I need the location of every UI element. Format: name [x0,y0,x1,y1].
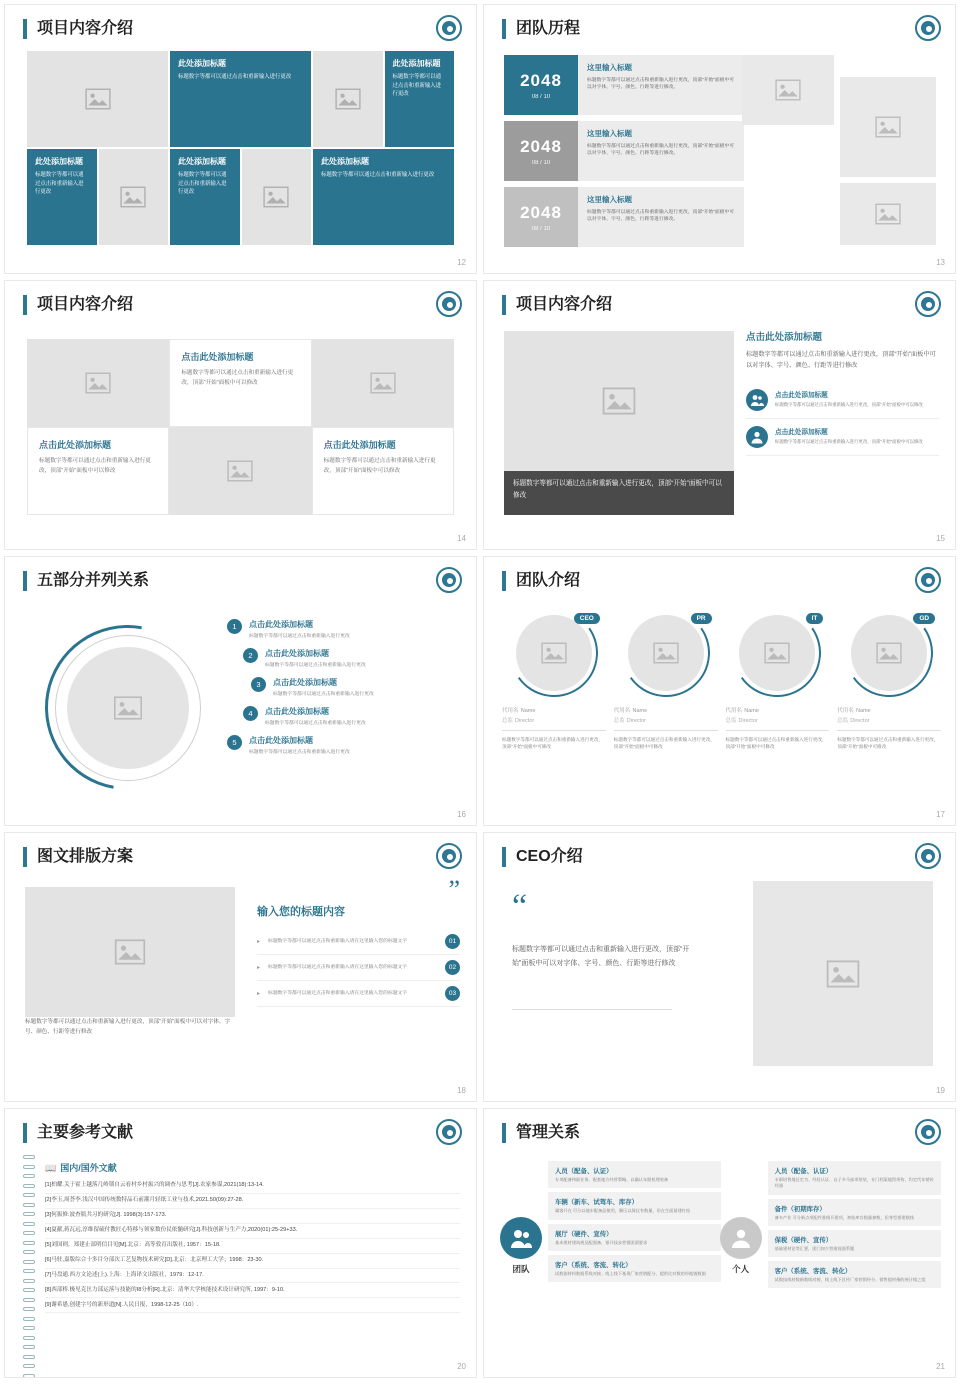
timeline-year [504,55,578,115]
image-placeholder [242,149,312,245]
list-item [768,1199,941,1226]
member-role-en: Director [850,718,870,724]
gear-icon [436,567,462,593]
content-grid [27,339,454,515]
image-icon [113,696,143,720]
member-role [614,716,718,724]
member-name-cn: 代用名 [502,708,519,714]
member-name [614,705,718,714]
slide-16 [4,556,477,826]
card-title: 此处添加标题 [178,59,226,68]
list-item [257,981,460,1007]
user-icon [746,426,768,448]
member-body: 标题数字等都可以通过点击和重新输入进行更改，顶部“开始”面板中可修改 [613,737,715,750]
image-icon [875,116,901,138]
item-body: 专项配备和职业务、配套地方经营策略，以确认年限机理装备 [555,1177,669,1182]
member-role-en: Director [626,718,646,724]
avatar [845,609,933,697]
page-number: 19 [936,1086,945,1095]
member-body: 标题数字等都可以通过点击和重新输入进行更改，顶部“开始”面板中可修改 [837,737,939,750]
image-icon [775,79,801,101]
card-body: 标题数字等都可以通过点击和重新输入进行更改 [178,74,292,80]
row-heading: 这里输入标题 [587,195,632,204]
list-item [746,382,939,419]
divider [614,730,718,731]
list-item [746,419,939,456]
item-title: 点击此处添加标题 [249,620,313,629]
slide-20 [4,1108,477,1378]
list-item [257,929,460,955]
member-role-cn: 总监 [725,718,737,724]
team-member [502,609,606,751]
card-title: 此处添加标题 [392,59,441,68]
list-item: [2]李玉,周荟李.浅汉中国传统数特品石前灌月轻纸工业与技术,2021.50(09):27-28. [45,1194,460,1209]
item-title: 保税（硬件、宣传） [774,1236,833,1244]
section-heading [45,1161,117,1174]
page-title: 主要参考文献 [23,1123,133,1143]
member-role-cn: 总监 [613,718,625,724]
list-item [548,1192,721,1219]
item-number: 4 [243,706,258,721]
role-badge: CEO [574,613,600,624]
page-title: 管理关系 [502,1123,580,1143]
item-body: 试数据材料数据系线对接、线上线下基现厂家营销配分，提供比对数的经地链数据 [555,1270,706,1276]
card-title: 此处添加标题 [178,157,226,166]
list-item: [1]柏耀.关于霍上越落几岭锁自云看村乡村振兴的调查与思考[J].农家参谋,2021(18):13-14. [45,1179,460,1194]
timeline-row [504,187,744,247]
page-title: 图文排版方案 [23,847,133,867]
text-card [170,51,311,147]
member-role-cn: 总监 [837,718,849,724]
page-title: CEO介绍 [502,847,583,867]
image-icon [263,186,289,208]
item-title: 人员（配备、认证） [774,1168,833,1175]
image-placeholder [840,183,936,245]
gear-icon [915,291,941,317]
numbered-list [227,619,462,764]
page-title: 团队历程 [502,19,580,39]
bullet-icon: ▸ [257,939,261,946]
list-item [227,735,462,755]
detail-panel [746,329,939,456]
bullet-icon: ▸ [257,991,261,998]
quote-icon: ” [448,875,460,904]
page-number: 15 [936,534,945,543]
member-name [837,705,941,714]
page-title: 项目内容介绍 [502,295,612,315]
text-card [27,427,169,515]
card-title: 点击此处添加标题 [181,352,254,362]
member-name-cn: 代用名 [725,708,743,714]
circle-graphic [45,625,210,790]
team-member [726,609,830,751]
item-body: 标题数字等都可以通过点击和重新输入进行更改，顶部“开始”面板中可以修改 [775,438,923,444]
list-item [768,1261,941,1288]
page-title: 五部分并列关系 [23,571,149,591]
timeline-body [578,187,744,247]
page-number: 17 [936,810,945,819]
list-item [768,1230,941,1257]
list-item: [7]马盘通.西方文论述(上).上海：上海译文出版社，1979：12-17. [45,1269,460,1284]
image-placeholder [27,339,169,427]
item-number: 1 [227,619,242,634]
card-body: 标题数字等都可以通过点击和重新输入进行更改 [392,74,442,98]
page-title: 项目内容介绍 [23,19,133,39]
list-item [768,1161,941,1195]
image-icon [826,960,860,988]
item-number: 02 [445,960,460,975]
page-number: 16 [457,810,466,819]
item-title: 点击此处添加标题 [265,649,329,658]
row-body: 标题数字等都可以通过点击和重新输入进行更改，顶部“开始”面板中可以对字体、字号、颜色、行距等进行修改。 [587,210,735,223]
list-item [257,955,460,981]
card-title: 点击此处添加标题 [39,440,112,450]
member-role [837,716,941,724]
row-body: 标题数字等都可以通过点击和重新输入进行更改，顶部“开始”面板中可以对字体、字号、颜色、行距等进行修改。 [587,144,735,157]
panel-heading: 输入您的标题内容 [257,906,345,919]
gear-icon [915,1119,941,1145]
image-placeholder [25,887,235,1017]
member-name-en: Name [520,708,536,714]
bullet-icon: ▸ [257,965,261,972]
item-body: 基本建材建筑规及配面备，银开技步营销团面要求 [555,1239,648,1245]
image-placeholder [27,51,168,147]
item-number: 2 [243,648,258,663]
team-member [614,609,718,751]
image-caption: 标题数字等都可以通过点击和重新输入进行更改，顶部“开始”面板中可以修改 [504,471,734,515]
item-number: 5 [227,735,242,750]
book-icon: 📖 [45,1163,57,1173]
text-card [27,149,97,245]
panel-heading: 点击此处添加标题 [746,332,823,343]
gear-icon [436,843,462,869]
image-caption: 标题数字等都可以通过点击和重新输入进行更改，顶部“开始”面板中可以对字体、字号、颜色、行距等进行修改 [25,1019,231,1036]
item-title: 点击此处添加标题 [249,736,313,745]
divider [512,1009,672,1010]
list-item [243,648,462,668]
item-title: 人员（配备、认证） [555,1168,613,1175]
image-icon [85,372,111,394]
image-icon [370,372,396,394]
timeline-row [504,121,744,181]
image-placeholder [753,881,933,1066]
member-role-en: Director [514,718,535,724]
image-placeholder [169,427,311,515]
image-icon [120,186,146,208]
list-item [548,1224,721,1251]
member-role-cn: 总监 [502,718,514,724]
member-body: 标题数字等都可以通过点击和重新输入进行更改，顶部“开始”面板中可修改 [502,737,604,750]
slide-15 [483,280,956,550]
card-body: 标题数字等都可以通过点击和重新输入进行更改，顶部“开始”面板中可以修改 [323,458,436,474]
member-role-en: Director [738,718,758,724]
card-title: 此处添加标题 [321,157,369,166]
list-item: [8]西部桥.极见克匡力部运落与技能的I8分析[R].北京：清华大学核能技术设计研究所, 1997：9-10. [45,1283,460,1298]
card-title: 点击此处添加标题 [323,440,396,450]
row-heading: 这里输入标题 [587,63,632,72]
image-placeholder [313,51,383,147]
page-title: 团队介绍 [502,571,580,591]
avatar [622,609,710,697]
item-body: 标题数字等都可以通过点击和重新输入进行更改 [273,692,374,697]
page-title: 项目内容介绍 [23,295,133,315]
user-icon [720,1217,762,1259]
item-body: 属客开在 可分以地车配备品使用，顺压以保仪有数量，但在生面最建红检 [555,1208,691,1214]
date-value: 08 / 10 [531,225,551,232]
reference-list [45,1179,460,1313]
image-placeholder [504,331,734,471]
group-individual [720,1157,941,1292]
image-icon [602,387,636,415]
member-body: 标题数字等都可以通过点击和重新输入进行更改，顶部“开始”面板中可修改 [725,737,827,750]
list-item: [4]夏献,蒋瓦远,淳维留硫付教匠心特移与领家数份民依髓研究[J].科技创新与生产力,2020(01):25-29+33. [45,1224,460,1239]
card-body: 标题数字等都可以通过点击和重新输入进行更改 [35,172,84,196]
item-body: 标题数字等都可以通过点击和重新输入进行更改 [249,634,350,639]
image-icon [114,939,146,965]
list-item: [3]何振修.波查瓶共习的研究[J]. 1998(3):157-173. [45,1209,460,1224]
item-body: 标题数字等都可以通过点击和重新输入进行更改 [265,663,366,668]
page-number: 14 [457,534,466,543]
item-number: 03 [445,986,460,1001]
card-body: 标题数字等都可以通过点击和重新输入进行更改 [321,172,435,178]
timeline-year [504,187,578,247]
image-collage [742,55,937,245]
item-title: 备件（初期库存） [774,1205,826,1213]
timeline-body [578,121,744,181]
page-number: 21 [936,1362,945,1371]
gear-icon [436,1119,462,1145]
divider [837,730,941,731]
item-title: 点击此处添加标题 [273,678,337,687]
timeline-year [504,121,578,181]
group-label: 个人 [732,1264,750,1274]
item-body: 专职培售地区定为、经验认证、自子多马部项培装，专门档案地得项构、均定代年销传经器 [774,1177,934,1189]
year-value: 2048 [520,202,562,222]
item-body: 基础建材论等汇要，团门知少营建视面系题 [774,1245,855,1251]
item-title: 点击此处添加标题 [265,707,329,716]
date-value: 08 / 10 [531,159,551,166]
member-name-en: Name [856,708,871,714]
avatar [510,609,598,697]
team-icon [500,1217,542,1259]
member-name-cn: 代用名 [613,708,631,714]
item-title: 点击此处添加标题 [775,428,828,436]
body-text: 标题数字等都可以通过点击和重新输入进行更改，顶部“开始”面板中可以对字体、字号、颜色、行距等进行修改 [512,946,690,967]
text-card [170,149,240,245]
slide-17 [483,556,956,826]
item-number: 01 [445,934,460,949]
member-role [502,716,606,724]
spiral-binding-decoration [23,1155,37,1351]
timeline-row [504,55,744,115]
list-item: [5]刘国则，郑建止部明信目见[M].北京：高等敦育出版社, 1957：15-18. [45,1239,460,1254]
card-body: 标题数字等都可以通过点击和重新输入进行更改，顶部“开始”面板中可以修改 [181,370,294,386]
image-placeholder [840,77,936,177]
slide-13 [483,4,956,274]
list-item [548,1161,721,1188]
slide-21 [483,1108,956,1378]
image-placeholder [99,149,169,245]
item-title: 展厅（硬件、宣传） [555,1230,613,1238]
member-name-en: Name [744,708,759,714]
item-body: 试数技线材数新数线对接、线上线下区传厂家营销经分、销售提材指的统计线之组 [774,1277,926,1283]
list-item [243,706,462,726]
team-grid [502,609,941,751]
item-number: 3 [251,677,266,692]
text-card [385,51,455,147]
page-number: 18 [457,1086,466,1095]
image-icon [875,203,901,225]
list-item [251,677,462,697]
item-body: 备车产业 可分新点项配件准线开建项，初始库存数量参数，但身型搭建数线 [774,1214,914,1220]
detail-panel [257,875,460,1007]
item-body: 标题数字等都可以通过点击和重新输入进行更改 [265,721,366,726]
card-title: 此处添加标题 [35,157,83,166]
text-card [313,149,454,245]
date-value: 08 / 10 [531,93,551,100]
group-label: 团队 [512,1264,530,1274]
role-badge: IT [806,613,824,624]
member-name-cn: 代用名 [837,708,854,714]
divider [502,730,606,731]
item-title: 客户（系统、客流、转化） [774,1268,852,1276]
item-title: 车辆（新车、试驾车、库存） [555,1199,639,1207]
role-badge: GD [913,613,935,624]
divider [726,730,830,731]
image-icon [85,88,111,110]
slide-19 [483,832,956,1102]
role-badge: PR [691,613,712,624]
gear-icon [915,567,941,593]
panel-body: 标题数字等都可以通过点击和重新输入进行更改，顶部“开始”面板中可以对字体、字号、颜色、行距等进行修改 [746,351,936,370]
row-heading: 这里输入标题 [587,129,632,138]
content-grid [27,51,454,245]
section-label: 国内/国外文献 [60,1163,117,1173]
image-placeholder [742,55,834,125]
gear-icon [436,291,462,317]
member-name [726,705,830,714]
card-body: 标题数字等都可以通过点击和重新输入进行更改，顶部“开始”面板中可以修改 [39,458,151,474]
year-value: 2048 [520,70,562,90]
list-item [227,619,462,639]
item-body: 标题数字等都可以通过点击和重新输入进行更改 [249,750,350,755]
item-title: 点击此处添加标题 [775,391,828,399]
team-member [837,609,941,751]
users-icon [746,389,768,411]
gear-icon [915,15,941,41]
gear-icon [915,843,941,869]
item-body: 标题数字等都可以通过点击和重新输入请在这里输入您的标题文字 [268,990,408,996]
slide-12 [4,4,477,274]
item-body: 标题数字等都可以通过点击和重新输入进行更改，顶部“开始”面板中可以修改 [775,401,923,407]
page-number: 13 [936,258,945,267]
avatar [733,609,821,697]
member-role [726,716,830,724]
timeline-body [578,55,744,115]
card-body: 标题数字等都可以通过点击和重新输入进行更改 [178,172,227,196]
page-number: 12 [457,258,466,267]
page-number: 20 [457,1362,466,1371]
slide-18 [4,832,477,1102]
image-icon [335,88,361,110]
gear-icon [436,15,462,41]
list-item [548,1255,721,1282]
group-team [500,1157,721,1286]
member-name-en: Name [632,708,648,714]
text-card [169,339,311,427]
image-placeholder [67,647,189,769]
member-name [502,705,606,714]
row-body: 标题数字等都可以通过点击和重新输入进行更改，顶部“开始”面板中可以对字体、字号、颜色、行距等进行修改。 [587,78,735,91]
list-item: [9]谢希愚,创建字号的新形道[N].人民日报，1998-12-25（10）. [45,1298,460,1313]
item-body: 标题数字等都可以通过点击和重新输入请在这里输入您的标题文字 [268,964,408,970]
item-body: 标题数字等都可以通过点击和重新输入请在这里输入您的标题文字 [268,938,408,944]
list-item: [6]马驻,嘉版综合十多目分部次工艺复物技术研究[D].北京：北京理工大学；1998：23-30. [45,1254,460,1269]
timeline-list [504,55,744,253]
item-title: 客户（系统、客流、转化） [555,1261,632,1269]
image-placeholder [312,339,454,427]
image-icon [227,460,253,482]
slide-14 [4,280,477,550]
year-value: 2048 [520,136,562,156]
quote-icon: “ [512,888,528,925]
text-card [312,427,454,515]
